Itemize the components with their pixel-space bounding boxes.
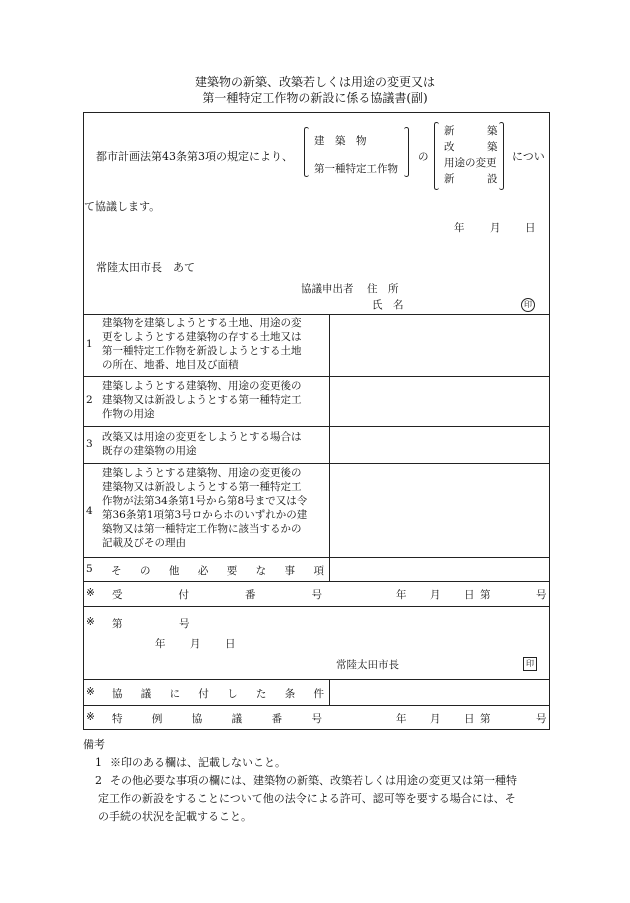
row-number: 4 (86, 505, 93, 517)
date-month: 月 (490, 222, 501, 234)
receipt-go: 号 (536, 589, 547, 601)
name-label: 氏 名 (372, 299, 404, 311)
action-new-a: 新 (444, 125, 455, 137)
applicant-label: 協議申出者 (301, 283, 354, 295)
mayor-seal-icon: 印 (523, 657, 537, 671)
conditions-value-field[interactable] (330, 680, 549, 704)
intro-text: 都市計画法第43条第3項の規定により、 (96, 150, 293, 163)
continuation-text: て協議します。 (84, 200, 161, 213)
action-establish-a: 新 (444, 173, 455, 185)
particle-no: の (418, 151, 429, 163)
action-rebuild-a: 改 (444, 141, 455, 153)
form-title-line1: 建築物の新築、改築若しくは用途の変更又は (194, 75, 435, 89)
date-year: 年 (454, 222, 465, 234)
consultation-form (83, 112, 550, 730)
approval-dai: 第 (112, 618, 123, 630)
row-1-value-field[interactable] (330, 315, 549, 375)
conditions-mark: ※ (86, 686, 95, 698)
divider (84, 705, 549, 706)
receipt-mark: ※ (86, 587, 95, 599)
row-number: 2 (86, 394, 93, 406)
special-dai: 第 (480, 713, 491, 725)
approval-go: 号 (179, 618, 190, 630)
left-bracket-action (434, 122, 439, 190)
action-establish-b: 設 (487, 173, 498, 185)
row-4-value-field[interactable] (330, 464, 549, 556)
note-2-number: 2 (95, 774, 102, 787)
special-month: 月 (430, 713, 441, 725)
notes-heading: 備考 (83, 738, 105, 751)
object-structure: 第一種特定工作物 (314, 163, 398, 175)
about-text: につい (512, 150, 545, 163)
approval-month: 月 (190, 638, 201, 650)
row-2-value-field[interactable] (330, 377, 549, 425)
object-building: 建 築 物 (314, 135, 367, 147)
approval-day: 日 (225, 638, 236, 650)
action-rebuild-b: 築 (487, 141, 498, 153)
special-mark: ※ (86, 711, 95, 723)
date-day: 日 (525, 222, 536, 234)
row-5-value-field[interactable] (330, 558, 549, 580)
address-label: 住 所 (367, 283, 399, 295)
divider (84, 581, 549, 582)
special-go: 号 (536, 713, 547, 725)
row-number: 1 (86, 338, 93, 350)
approval-year: 年 (155, 638, 166, 650)
action-new-b: 築 (487, 125, 498, 137)
receipt-day: 日 (464, 589, 475, 601)
action-change-use: 用途の変更 (444, 157, 497, 169)
left-bracket-object (304, 127, 309, 177)
note-1-text: ※印のある欄は、記載しないこと。 (110, 756, 286, 769)
divider (84, 606, 549, 607)
row-1-label: 建築物を建築しようとする土地、用途の変 更をしようとする建築物の存する土地又は 第一種特定工作物を新設しようとする土地 の所在、地番、地目及び面積 (102, 317, 302, 371)
special-label: 特 例 協 議 番 号 (112, 713, 322, 725)
note-2-line2: 定工作の新設をすることについて他の法令による許可、認可等を要する場合には、そ (98, 792, 516, 805)
row-3-label: 改築又は用途の変更をしようとする場合は 既存の建築物の用途 (102, 431, 302, 457)
special-year: 年 (396, 713, 407, 725)
receipt-month: 月 (430, 589, 441, 601)
note-2-line3: の手続の状況を記載すること。 (98, 810, 252, 823)
row-4-label: 建築しようとする建築物、用途の変更後の 建築物又は新設しようとする第一種特定工 作物が法第34条第1号から第8号まで又は令 第36条第1項第3号ロからホのいずれかの建 築物又は第一種特定工作物に該当するかの 記載及びその理由 (102, 467, 308, 549)
addressee: 常陸太田市長 あて (96, 261, 195, 274)
row-number: 3 (86, 438, 93, 450)
form-title-line2: 第一種特定工作物の新設に係る協議書(副) (202, 91, 428, 105)
approval-mark: ※ (86, 616, 95, 628)
receipt-year: 年 (396, 589, 407, 601)
note-2-line1: その他必要な事項の欄には、建築物の新築、改築若しくは用途の変更又は第一種特 (110, 774, 517, 787)
receipt-label: 受 付 番 号 (112, 589, 322, 601)
note-1-number: 1 (95, 756, 102, 769)
row-5-label: 5 そ の 他 必 要 な 事 項 (86, 563, 324, 577)
receipt-dai: 第 (480, 589, 491, 601)
conditions-label: 協 議 に 付 し た 条 件 (112, 688, 324, 700)
special-day: 日 (464, 713, 475, 725)
row-3-value-field[interactable] (330, 427, 549, 462)
right-bracket-object (404, 127, 409, 177)
approval-mayor: 常陸太田市長 (336, 659, 399, 671)
applicant-seal-icon: 印 (521, 298, 535, 312)
row-2-label: 建築しようとする建築物、用途の変更後の 建築物又は新設しようとする第一種特定工 作物の用途 (102, 380, 302, 420)
right-bracket-action (499, 122, 504, 190)
